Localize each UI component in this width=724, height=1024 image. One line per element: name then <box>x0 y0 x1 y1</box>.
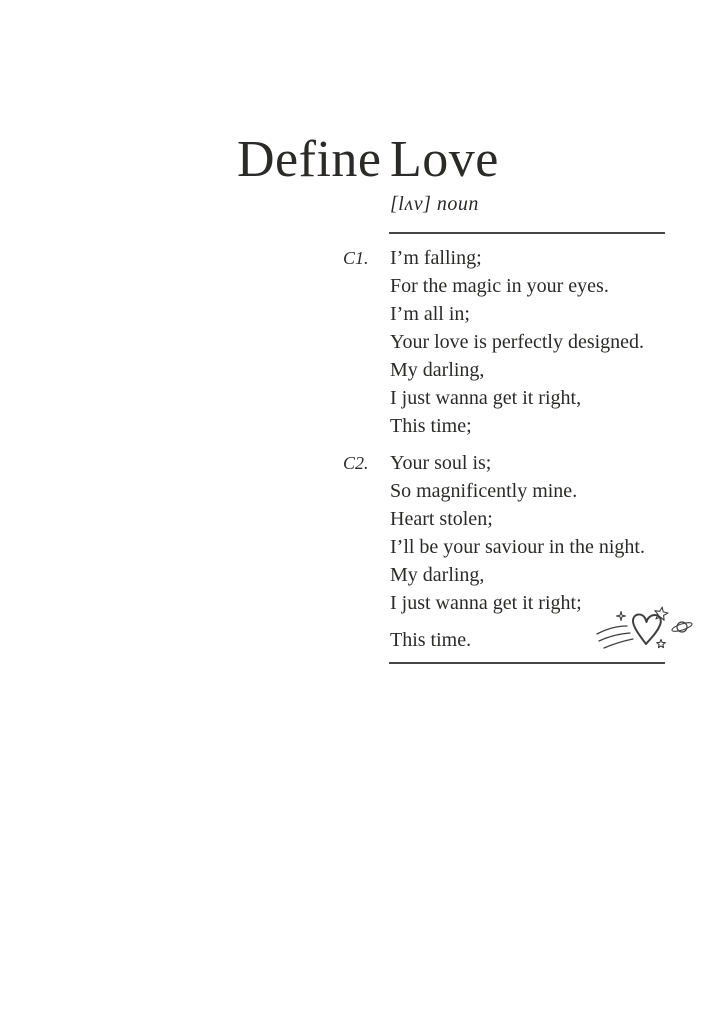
lyric-line: I just wanna get it right, <box>390 387 582 409</box>
pronunciation-text: [lʌv] noun <box>390 193 479 215</box>
page-title <box>237 131 499 188</box>
lyric-line: I’m falling; <box>390 247 482 269</box>
lyric-line: This time; <box>390 415 472 437</box>
lyric-line: Your love is perfectly designed. <box>390 331 645 353</box>
bottom-divider <box>389 662 665 664</box>
lyric-line: My darling, <box>390 359 485 381</box>
lyric-line: Heart stolen; <box>390 508 493 530</box>
motion-lines-icon <box>597 626 633 648</box>
planet-icon <box>671 621 693 633</box>
heart-doodle <box>594 596 696 658</box>
star-icon <box>655 607 668 620</box>
title-word-define: Define <box>237 131 382 188</box>
stanza-c2-lines <box>390 449 683 617</box>
lyric-line: For the magic in your eyes. <box>390 275 609 297</box>
stanza-c2 <box>343 449 683 617</box>
lyric-line: So magnificently mine. <box>390 480 578 502</box>
lyric-line: I’ll be your saviour in the night. <box>390 536 645 558</box>
lyric-line: This time. <box>390 629 472 651</box>
stanza-c2-label: C2. <box>343 453 369 473</box>
lyric-line: I’m all in; <box>390 303 470 325</box>
lyric-line: My darling, <box>390 564 485 586</box>
title-word-love: Love <box>390 131 499 188</box>
lyrics-block <box>343 244 683 654</box>
star-icon <box>657 640 666 648</box>
stanza-c1-label: C1. <box>343 248 369 268</box>
lyric-line: Your soul is; <box>390 452 492 474</box>
stanza-c1-lines <box>390 244 683 440</box>
sparkle-icon <box>617 612 626 621</box>
lyric-line: I just wanna get it right; <box>390 592 582 614</box>
stanza-c1 <box>343 244 683 440</box>
top-divider <box>389 232 665 234</box>
